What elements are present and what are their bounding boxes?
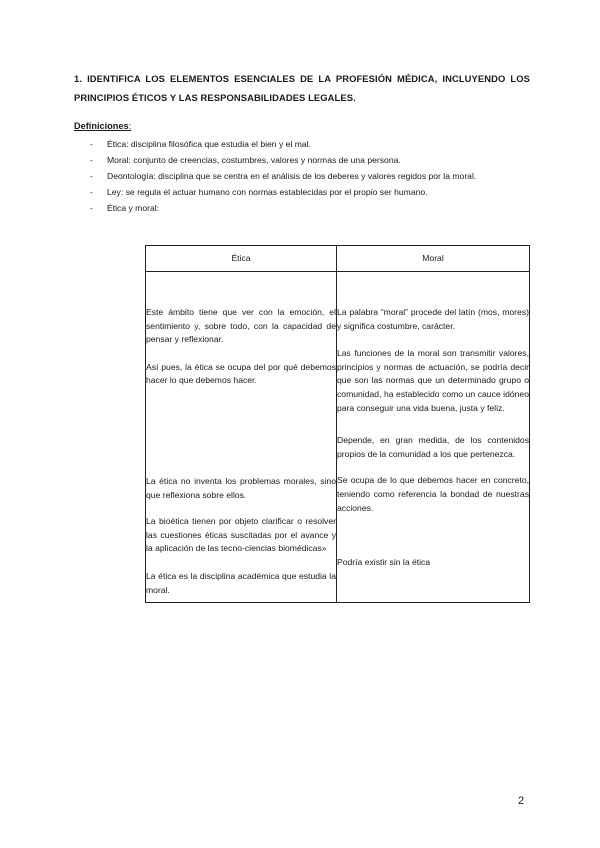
etica-paragraph: La ética no inventa los problemas morales, sino que reflexiona sobre ellos.: [146, 475, 336, 500]
list-dash: -: [90, 171, 93, 181]
definition-text: Ética: disciplina filosófica que estudia el bien y el mal.: [107, 139, 311, 149]
etica-paragraph: La ética es la disciplina académica que estudia la moral.: [146, 570, 336, 595]
table-body-row: [146, 272, 530, 603]
definition-text: Deontología: disciplina que se centra en el análisis de los deberes y valores regidos por la moral.: [107, 171, 477, 181]
moral-column: [337, 272, 530, 603]
moral-paragraph: Depende, en gran medida, de los contenidos propios de la comunidad a los que pertenezca.: [337, 435, 529, 459]
list-dash: -: [90, 187, 93, 197]
definition-item: [74, 184, 524, 200]
definitions-list: [74, 136, 524, 216]
moral-paragraph: Se ocupa de lo que debemos hacer en concreto, teniendo como referencia la bondad de nuestras acciones.: [337, 475, 529, 513]
definitions-colon: :: [128, 121, 132, 131]
header-moral: Moral: [337, 246, 530, 272]
moral-paragraph: Las funciones de la moral son transmitir valores, principios y normas de actuación, se podría decir que son las normas que un determinado grupo o comunidad, ha establecido como un cauce idóneo para conseguir una vida buena, justa y feliz.: [337, 348, 529, 413]
section-heading: 1. IDENTIFICA LOS ELEMENTOS ESENCIALES DE LA PROFESIÓN MÉDICA, INCLUYENDO LOS PRINCIPIOS ÉTICOS Y LAS RESPONSABILIDADES LEGALES.: [74, 73, 530, 103]
definitions-title-text: Definiciones: [74, 121, 129, 131]
etica-paragraph: Así pues, la ética se ocupa del por qué debemos hacer lo que debemos hacer.: [146, 361, 336, 386]
definition-item: [74, 200, 524, 216]
definition-item: [74, 136, 524, 152]
definition-item: [74, 152, 524, 168]
definitions-title: [74, 121, 131, 131]
ethics-moral-table: [145, 245, 530, 603]
page-number: 2: [518, 795, 525, 807]
etica-paragraph: Este ámbito tiene que ver con la emoción, el sentimiento y, sobre todo, con la capacidad de pensar y reflexionar.: [146, 307, 336, 345]
definition-text: Ley: se regula el actuar humano con normas establecidas por el propio ser humano.: [107, 187, 428, 197]
etica-paragraph: La bioética tienen por objeto clarificar o resolver las cuestiones éticas suscitadas por el avance y la aplicación de las tecno-ciencias biomédicas»: [146, 516, 336, 554]
list-dash: -: [90, 139, 93, 149]
moral-paragraph: Podría existir sin la ética: [337, 557, 431, 568]
header-etica: Ética: [146, 246, 337, 272]
list-dash: -: [90, 155, 93, 165]
definition-text: Ética y moral:: [107, 203, 160, 213]
definition-text: Moral: conjunto de creencias, costumbres, valores y normas de una persona.: [107, 155, 401, 165]
list-dash: -: [90, 203, 93, 213]
moral-paragraph: La palabra “moral” procede del latín (mos, mores) y significa costumbre, carácter.: [337, 307, 529, 331]
etica-column: [146, 272, 337, 603]
definition-item: [74, 168, 524, 184]
table-header-row: [146, 246, 530, 272]
